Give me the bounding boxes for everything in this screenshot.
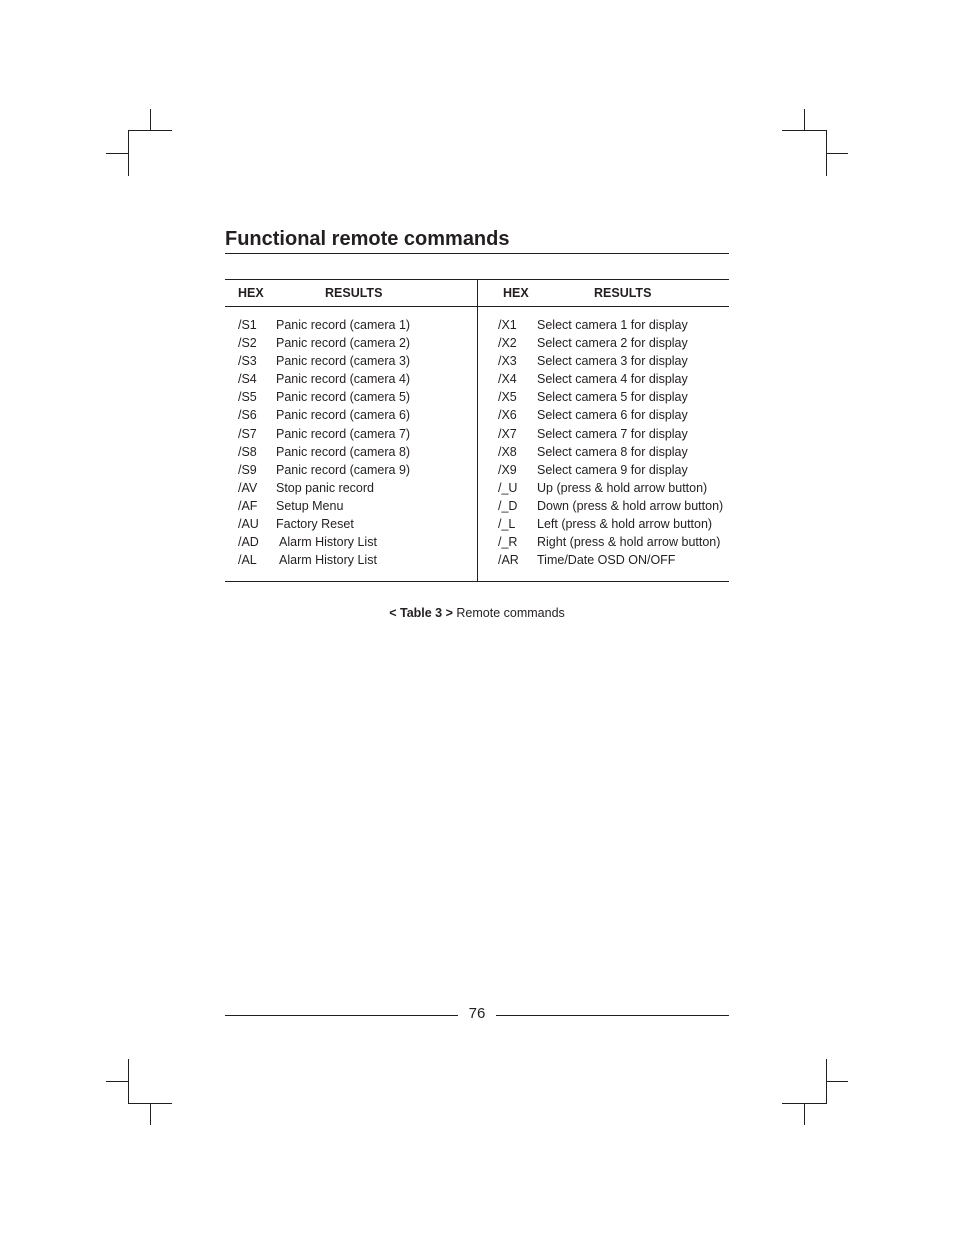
crop-mark — [782, 130, 827, 131]
hex-code: /X8 — [498, 444, 517, 459]
right-column — [498, 316, 726, 569]
hex-code: /S2 — [238, 336, 257, 351]
crop-mark — [804, 1103, 805, 1125]
table-row — [238, 334, 473, 352]
result-text: Select camera 1 for display — [537, 318, 688, 332]
table-row — [498, 515, 726, 533]
hex-code: /X4 — [498, 372, 517, 387]
table-bottom-rule — [225, 581, 729, 582]
result-text: Select camera 4 for display — [537, 372, 688, 387]
table-row — [498, 370, 726, 388]
result-text: Select camera 9 for display — [537, 462, 688, 477]
hex-code: /_R — [498, 535, 518, 550]
result-text: Select camera 5 for display — [537, 390, 688, 405]
hex-code: /S4 — [238, 372, 257, 387]
hex-code: /AF — [238, 498, 258, 513]
result-text: Panic record (camera 1) — [276, 318, 411, 332]
table-row — [498, 334, 726, 352]
table-row — [238, 443, 473, 461]
table-row — [498, 533, 726, 551]
result-text: Select camera 6 for display — [537, 408, 688, 423]
result-text: Stop panic record — [276, 480, 374, 495]
table-row — [238, 316, 473, 334]
crop-mark — [106, 153, 129, 154]
table-row — [238, 479, 473, 497]
result-text: Down (press & hold arrow button) — [537, 498, 724, 513]
result-text: Up (press & hold arrow button) — [537, 480, 708, 495]
hex-code: /_L — [498, 517, 516, 532]
result-text: Setup Menu — [276, 498, 344, 513]
result-text: Panic record (camera 5) — [276, 390, 411, 405]
hex-code: /S1 — [238, 318, 257, 332]
right-results-header: RESULTS — [594, 286, 652, 300]
result-text: Select camera 2 for display — [537, 336, 688, 351]
table-row — [238, 388, 473, 406]
table-row — [498, 479, 726, 497]
footer-rule-left — [225, 1015, 458, 1016]
table-row — [498, 316, 726, 334]
table-row — [498, 461, 726, 479]
table-row — [498, 388, 726, 406]
table-row — [498, 497, 726, 515]
hex-code: /S8 — [238, 444, 257, 459]
result-text: Factory Reset — [276, 517, 354, 532]
table-row — [498, 406, 726, 424]
table-caption — [0, 606, 954, 620]
hex-code: /S3 — [238, 354, 257, 369]
hex-code: /S7 — [238, 426, 257, 441]
table-column-divider — [477, 279, 478, 581]
table-row — [498, 443, 726, 461]
table-row — [238, 515, 473, 533]
hex-code: /X7 — [498, 426, 517, 441]
page-title: Functional remote commands — [225, 228, 510, 250]
hex-code: /X5 — [498, 390, 517, 405]
table-row — [238, 497, 473, 515]
table-row — [238, 352, 473, 370]
table-row — [238, 533, 473, 551]
result-text: Select camera 3 for display — [537, 354, 688, 369]
table-row — [498, 425, 726, 443]
crop-mark — [128, 130, 172, 131]
hex-code: /X1 — [498, 318, 517, 332]
hex-code: /_U — [498, 480, 518, 495]
title-underline — [225, 253, 729, 254]
hex-code: /S6 — [238, 408, 257, 423]
hex-code: /X6 — [498, 408, 517, 423]
result-text: Panic record (camera 4) — [276, 372, 411, 387]
left-hex-header: HEX — [238, 286, 264, 300]
table-row — [238, 425, 473, 443]
hex-code: /X3 — [498, 354, 517, 369]
result-text: Panic record (camera 7) — [276, 426, 411, 441]
result-text: Panic record (camera 8) — [276, 444, 411, 459]
hex-code: /S5 — [238, 390, 257, 405]
hex-code: /AL — [238, 553, 257, 568]
crop-mark — [826, 1081, 848, 1082]
result-text: Panic record (camera 3) — [276, 354, 411, 369]
hex-code: /AU — [238, 517, 259, 532]
crop-mark — [150, 109, 151, 131]
result-text: Panic record (camera 9) — [276, 462, 411, 477]
hex-code: /AD — [238, 535, 259, 550]
left-results-header: RESULTS — [325, 286, 383, 300]
hex-code: /AV — [238, 480, 258, 495]
table-row — [498, 551, 726, 569]
result-text: Right (press & hold arrow button) — [537, 535, 721, 550]
footer-rule-right — [496, 1015, 729, 1016]
table-row — [238, 370, 473, 388]
crop-mark — [826, 153, 848, 154]
result-text: Alarm History List — [279, 535, 377, 550]
table-row — [238, 551, 473, 569]
result-text: Panic record (camera 6) — [276, 408, 411, 423]
result-text: Left (press & hold arrow button) — [537, 517, 713, 532]
result-text: Time/Date OSD ON/OFF — [537, 553, 676, 568]
page-number: 76 — [468, 1005, 486, 1022]
table-row — [238, 406, 473, 424]
hex-code: /X2 — [498, 336, 517, 351]
table-row — [498, 352, 726, 370]
table-row — [238, 461, 473, 479]
result-text: Select camera 8 for display — [537, 444, 688, 459]
left-column — [238, 316, 473, 569]
hex-code: /_D — [498, 498, 518, 513]
result-text: Alarm History List — [279, 553, 377, 568]
hex-code: /X9 — [498, 462, 517, 477]
right-hex-header: HEX — [503, 286, 529, 300]
result-text: Select camera 7 for display — [537, 426, 688, 441]
caption-label: < Table 3 > — [389, 606, 453, 620]
hex-code: /AR — [498, 553, 519, 568]
caption-text: Remote commands — [452, 606, 565, 620]
result-text: Panic record (camera 2) — [276, 336, 411, 351]
crop-mark — [106, 1081, 129, 1082]
hex-code: /S9 — [238, 462, 257, 477]
crop-mark — [150, 1103, 151, 1125]
crop-mark — [804, 109, 805, 131]
